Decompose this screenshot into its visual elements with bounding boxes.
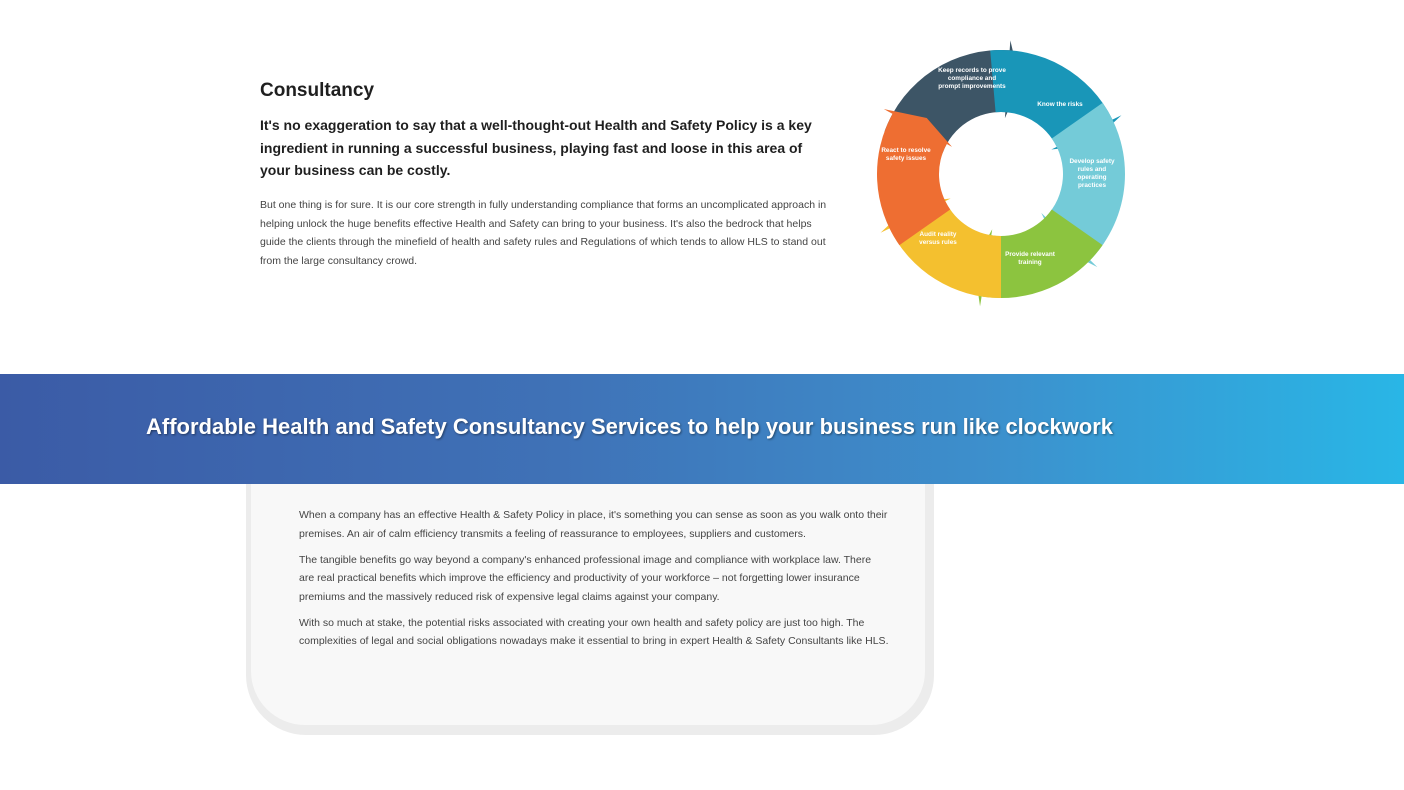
benefits-paragraph-1: When a company has an effective Health & Safety Policy in place, it's something you can sense as soon as you walk onto their premises. An air of calm efficiency transmits a feeling of reassurance to employees, suppliers and customers. [299, 509, 888, 540]
cycle-label-6: React to resolve safety issues [881, 147, 931, 162]
cycle-label-1: Keep records to prove compliance and prompt improvements [938, 67, 1006, 90]
lead-paragraph: It's no exaggeration to say that a well-thought-out Health and Safety Policy is a key ingredient in running a successful business, playing fast and loose in this area of your business can be costly. [260, 117, 812, 178]
safety-cycle-diagram [870, 36, 1132, 312]
cycle-label-3: Develop safety rules and operating practices [1069, 158, 1115, 189]
cycle-label-5: Audit reality versus rules [919, 231, 957, 246]
benefits-card-inner [251, 460, 925, 725]
body-paragraph: But one thing is for sure. It is our core strength in fully understanding compliance that forms an uncomplicated approach in helping unlock the huge benefits effective Health and Safety can bring to your business. It's also the bedrock that helps guide the clients through the minefield of health and safety rules and Regulations of which tends to allow HLS to stand out from the large consultancy crowd. [260, 199, 827, 268]
benefits-paragraph-3: With so much at stake, the potential risks associated with creating your own health and safety policy are just too high. The complexities of legal and social obligations nowadays make it essential to bring in expert Health & Safety Consultants like HLS. [299, 616, 889, 647]
cta-banner [0, 374, 1404, 484]
cycle-label-4: Provide relevant training [1005, 251, 1055, 266]
section-heading: Consultancy [260, 80, 375, 101]
benefits-paragraph-2: The tangible benefits go way beyond a company's enhanced professional image and compliance with workplace law. There are real practical benefits which improve the efficiency and productivity of your workforce – not forgetting lower insurance premiums and the massively reduced risk of expensive legal claims against your company. [299, 553, 872, 603]
benefits-card [246, 460, 934, 735]
cycle-label-2: Know the risks [1037, 101, 1083, 108]
benefits-text [299, 506, 889, 658]
banner-title: Affordable Health and Safety Consultancy Services to help your business run like clockwork [146, 414, 1114, 439]
